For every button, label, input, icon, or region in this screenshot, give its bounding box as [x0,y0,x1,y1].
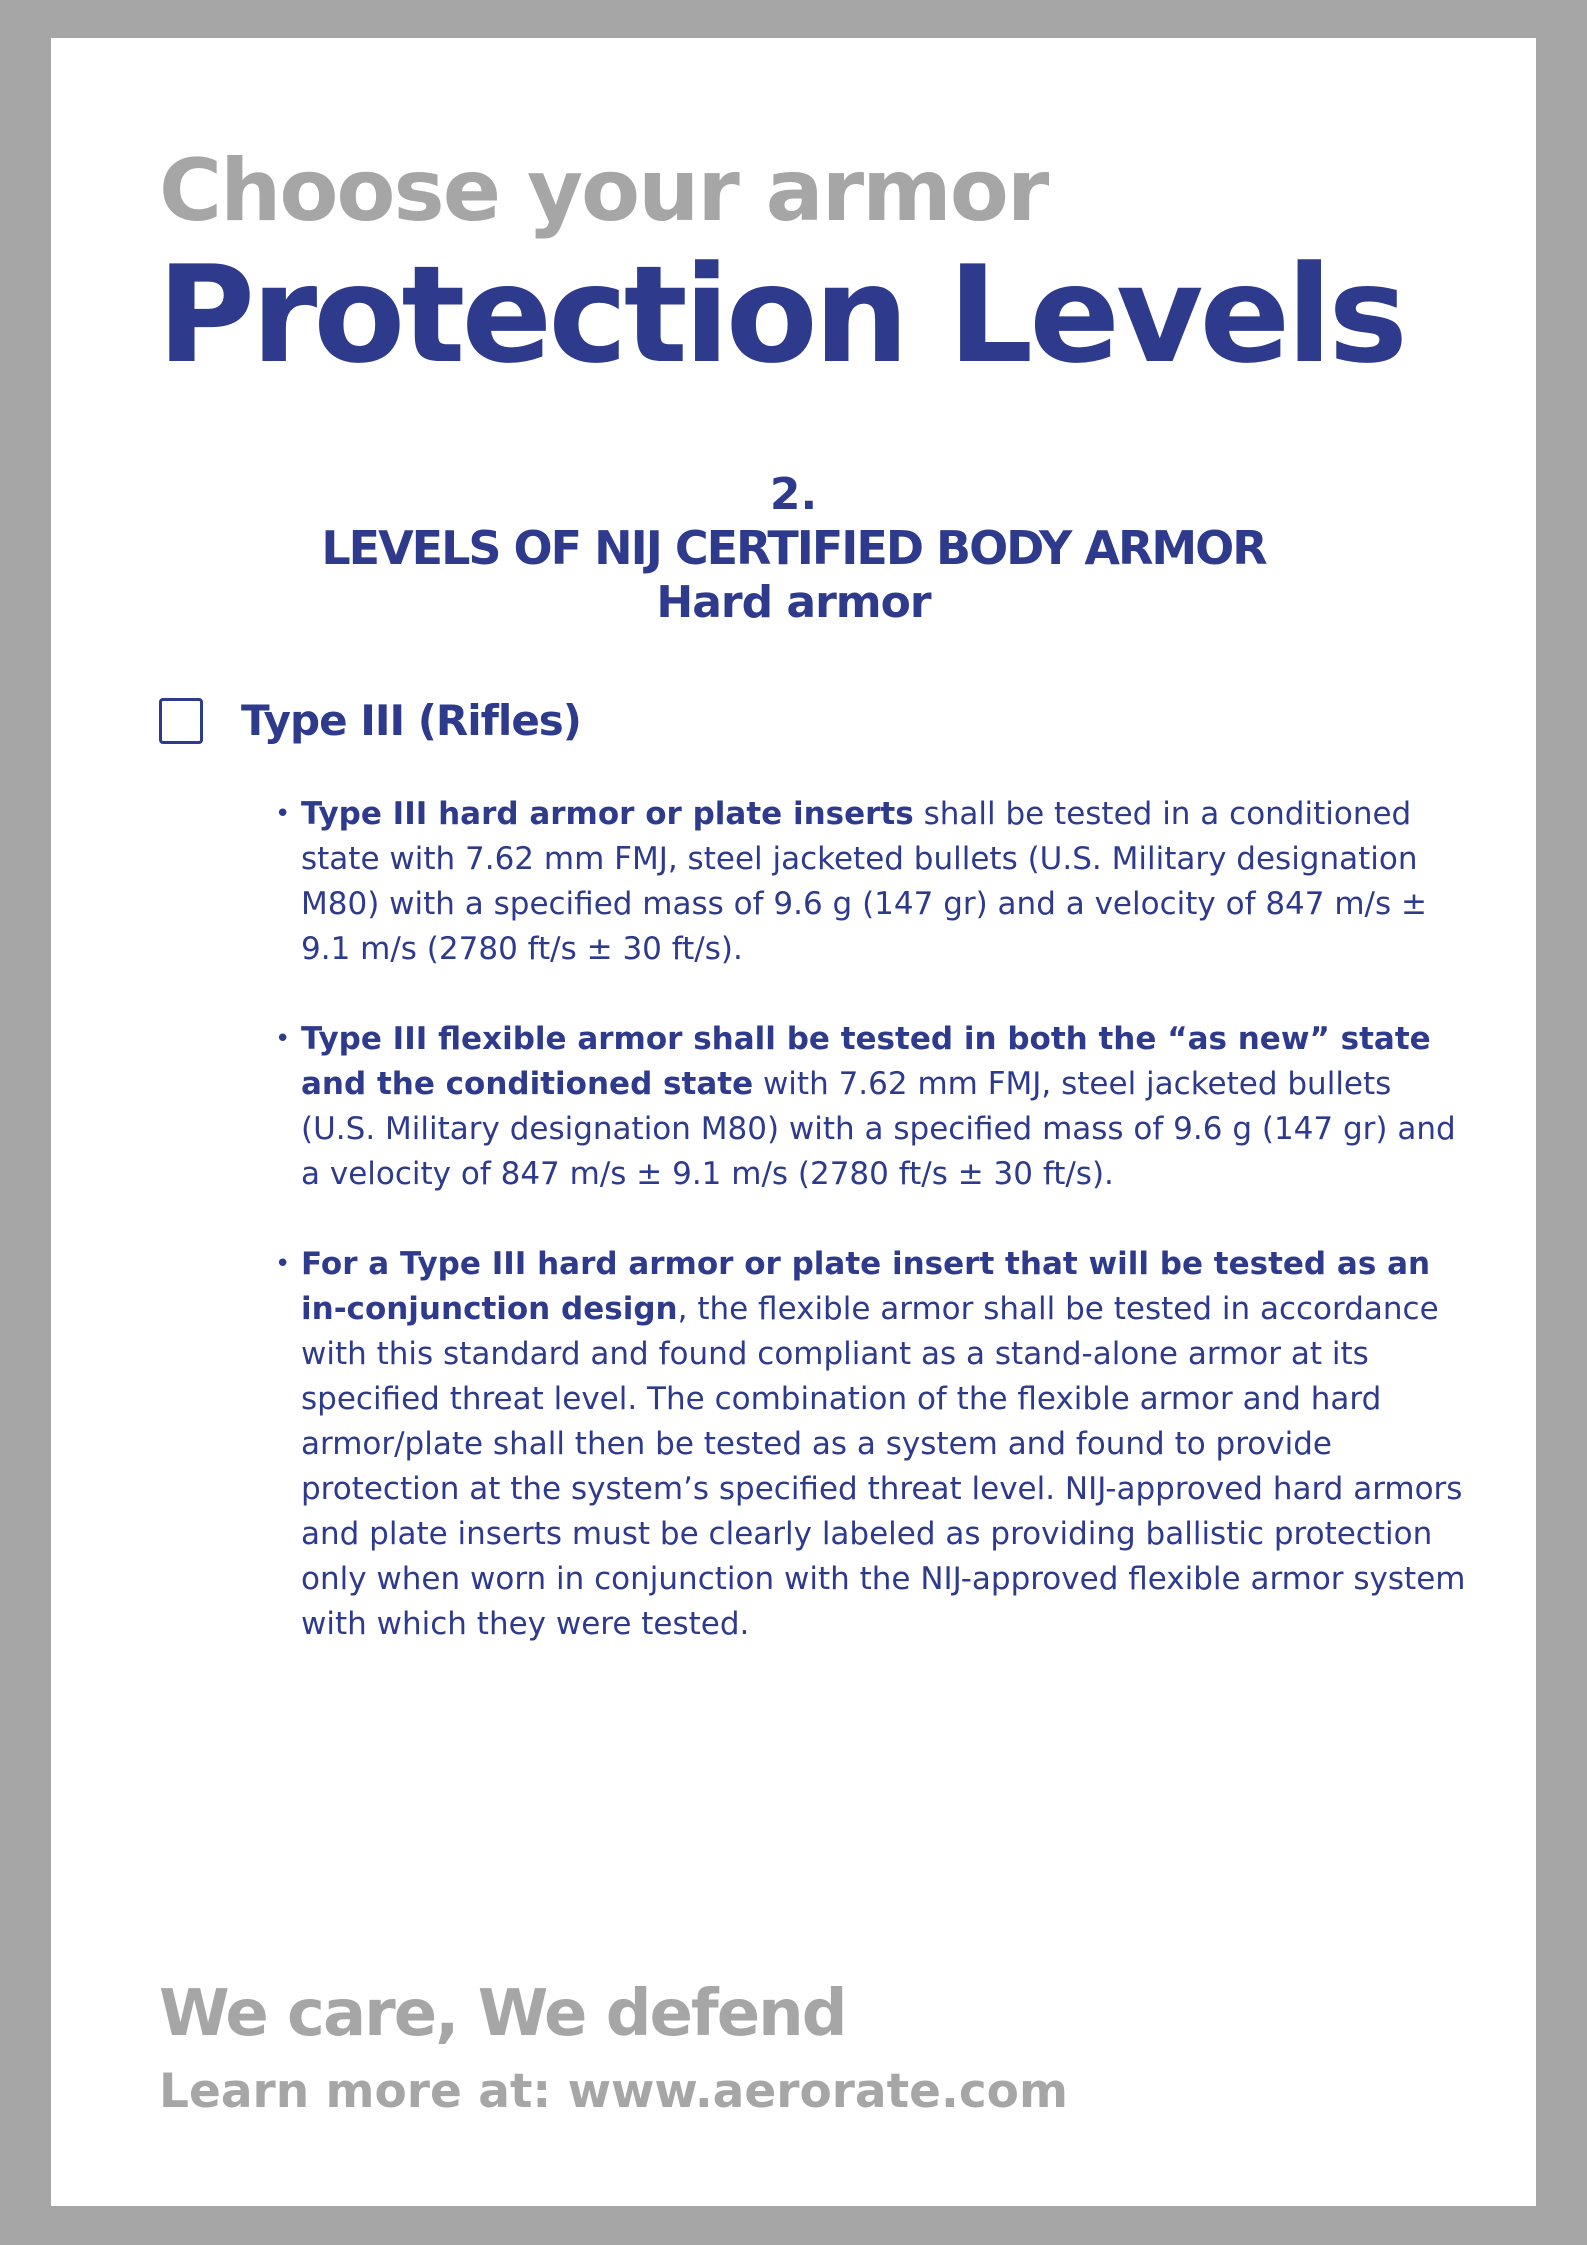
footer-tagline: We care, We defend [159,1977,846,2051]
section-number: 2. [769,469,818,520]
section-subtitle: Hard armor [656,577,931,628]
section-title: LEVELS OF NIJ CERTIFIED BODY ARMOR [321,521,1266,575]
type-label: Type III (Rifles) [241,696,581,745]
kicker-heading: Choose your armor [159,141,1048,241]
bullet-text: with 7.62 mm FMJ, steel jacketed bullets (U.S. Military designation M80) with a specified mass of 9.6 g (147 gr) and a velocity of 847 m/s ± 9.1 m/s (2780 ft/s ± 30 ft/s). [301,1066,1456,1192]
page-title: Protection Levels [157,237,1405,393]
bullet-bold: Type III hard armor or plate inserts [301,796,914,832]
bullet-list [301,792,1471,1692]
bullet-text: , the flexible armor shall be tested in accordance with this standard and found compliant as a stand-alone armor at its specified threat level. The combination of the flexible armor and hard armor/plate shall then be tested as a system and found to provide protection at the system’s specified threat level. NIJ-approved hard armors and plate inserts must be clearly labeled as providing ballistic protection only when worn in conjunction with the NIJ-approved flexible armor system with which they were tested. [301,1291,1466,1642]
learn-more-link[interactable]: Learn more at: www.aerorate.com [159,2064,1068,2119]
list-item [301,792,1471,972]
document-page [51,38,1536,2206]
type-checkbox[interactable] [159,698,203,744]
bullet-bold: Type III flexible armor shall be tested in both the “as new” state and the conditioned state [301,1021,1431,1102]
type-option[interactable] [159,698,581,744]
bullet-text: shall be tested in a conditioned state with 7.62 mm FMJ, steel jacketed bullets (U.S. Military designation M80) with a specified mass of 9.6 g (147 gr) and a velocity of 847 m/s ± 9.1 m/s (2780 ft/s ± 30 ft/s). [301,796,1427,967]
section-heading [51,470,1536,630]
list-item [301,1017,1471,1197]
list-item [301,1242,1471,1647]
bullet-bold: For a Type III hard armor or plate insert that will be tested as an in-conjunction design [301,1246,1431,1327]
